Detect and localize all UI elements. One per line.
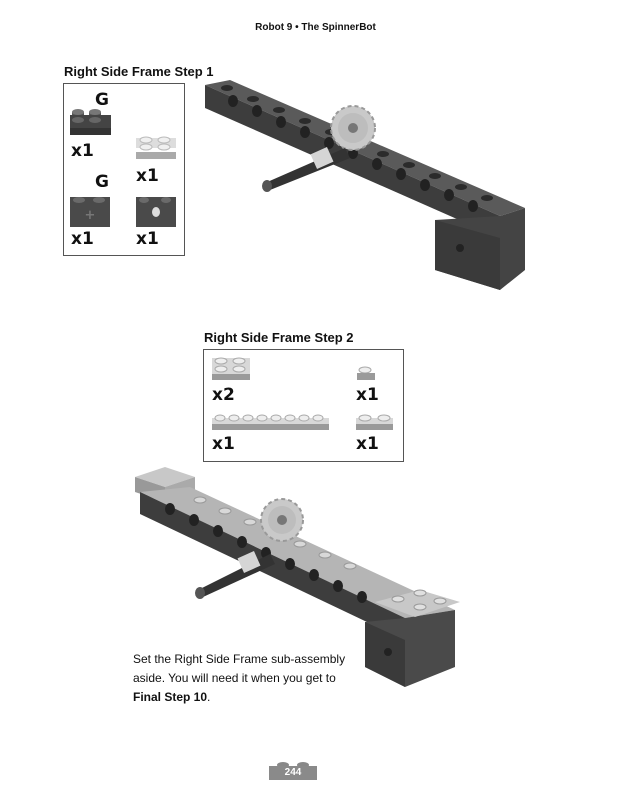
- gear-icon: [331, 106, 375, 150]
- note-line: [133, 688, 373, 707]
- part-qty: x1: [71, 229, 94, 249]
- part-qty: x1: [71, 141, 94, 161]
- light-1x8-plate-icon: [212, 415, 329, 430]
- light-2x2-plate-icon: [212, 358, 250, 380]
- part-qty: x1: [356, 385, 379, 405]
- dark-2x2-plate-icon: [70, 109, 111, 135]
- step1-title: Right Side Frame Step 1: [64, 64, 214, 79]
- instruction-note: [133, 650, 373, 707]
- light-1x2-plate-icon: [356, 415, 393, 430]
- light-1x1-plate-icon: [357, 367, 375, 380]
- note-line: Set the Right Side Frame sub-assembly: [133, 652, 346, 666]
- note-bold-reference: Final Step 10: [133, 690, 208, 704]
- step1-parts-box: [63, 83, 185, 256]
- dark-axle-brick-icon: [70, 197, 110, 227]
- part-qty: x1: [136, 229, 159, 249]
- step1-assembly-illustration: [195, 80, 535, 295]
- part-qty: x1: [356, 434, 379, 454]
- step2-title: Right Side Frame Step 2: [204, 330, 354, 345]
- part-label-g: G: [95, 90, 109, 110]
- part-qty: x2: [212, 385, 235, 405]
- note-end: .: [207, 690, 211, 704]
- dark-pin-brick-icon: [136, 197, 176, 227]
- step2-parts-box: [203, 349, 404, 462]
- running-header: Robot 9 • The SpinnerBot: [255, 22, 376, 33]
- light-2x2-plate-icon: [136, 137, 176, 159]
- page-number: 244: [284, 767, 302, 778]
- svg-text:+: +: [84, 208, 96, 223]
- part-label-g: G: [95, 172, 109, 192]
- note-line: aside. You will need it when you get to: [133, 671, 336, 685]
- part-qty: x1: [136, 166, 159, 186]
- gear-icon: [261, 499, 303, 541]
- part-qty: x1: [212, 434, 235, 454]
